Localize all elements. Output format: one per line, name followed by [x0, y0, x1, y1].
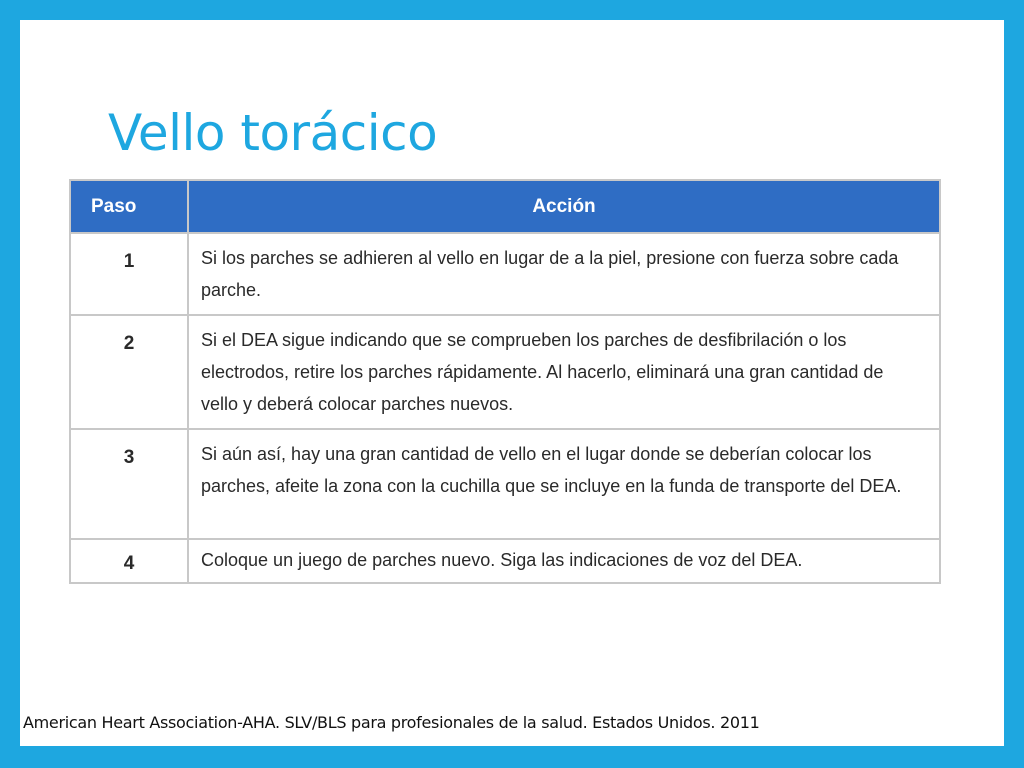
step-number: 2	[70, 315, 188, 429]
table-row	[70, 429, 940, 539]
steps-table	[69, 179, 941, 584]
slide-title: Vello torácico	[108, 104, 438, 162]
table-row	[70, 315, 940, 429]
step-action: Coloque un juego de parches nuevo. Siga las indicaciones de voz del DEA.	[188, 539, 940, 583]
step-action: Si el DEA sigue indicando que se comprueben los parches de desfibrilación o los electrodos, retire los parches rápidamente. Al hacerlo, eliminará una gran cantidad de vello y deberá colocar parches nuevos.	[188, 315, 940, 429]
table-row	[70, 539, 940, 583]
step-number: 4	[70, 539, 188, 583]
table-row	[70, 233, 940, 315]
step-action: Si los parches se adhieren al vello en lugar de a la piel, presione con fuerza sobre cada parche.	[188, 233, 940, 315]
source-citation: American Heart Association-AHA. SLV/BLS para profesionales de la salud. Estados Unidos. 2011	[23, 713, 760, 732]
header-accion: Acción	[188, 180, 940, 233]
steps-table-image	[69, 179, 941, 584]
step-number: 1	[70, 233, 188, 315]
header-paso: Paso	[70, 180, 188, 233]
step-action: Si aún así, hay una gran cantidad de vello en el lugar donde se deberían colocar los parches, afeite la zona con la cuchilla que se incluye en la funda de transporte del DEA.	[188, 429, 940, 539]
step-number: 3	[70, 429, 188, 539]
slide	[20, 20, 1004, 746]
table-header-row	[70, 180, 940, 233]
